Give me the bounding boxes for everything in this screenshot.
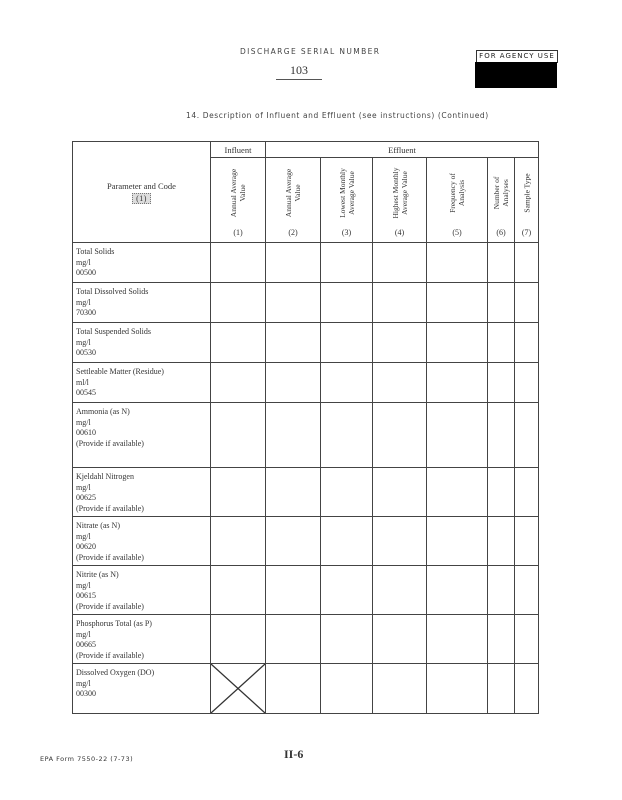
parameter-name: Nitrate (as N) — [76, 521, 120, 530]
value-cell[interactable] — [427, 363, 488, 403]
value-cell[interactable] — [427, 403, 488, 468]
parameter-name: Dissolved Oxygen (DO) — [76, 668, 155, 677]
value-cell[interactable] — [427, 283, 488, 323]
value-cell[interactable] — [211, 517, 266, 566]
parameter-name: Settleable Matter (Residue) — [76, 367, 164, 376]
value-cell[interactable] — [427, 468, 488, 517]
value-cell[interactable] — [211, 363, 266, 403]
table-row — [73, 363, 539, 403]
parameter-code: 00300 — [76, 689, 96, 698]
parameter-name: Kjeldahl Nitrogen — [76, 472, 134, 481]
value-cell[interactable] — [211, 468, 266, 517]
value-cell[interactable] — [373, 468, 427, 517]
value-cell[interactable] — [373, 403, 427, 468]
parameter-code: 00610 — [76, 428, 96, 437]
column-number: (4) — [373, 228, 427, 243]
parameter-code: 00500 — [76, 268, 96, 277]
parameter-note: (Provide if available) — [76, 438, 144, 448]
table-row — [73, 517, 539, 566]
value-cell[interactable] — [373, 664, 427, 714]
agency-use-label: FOR AGENCY USE — [476, 50, 558, 63]
section-title: 14. Description of Influent and Effluent (see instructions) (Continued) — [186, 111, 489, 120]
value-cell[interactable] — [211, 566, 266, 615]
value-cell[interactable] — [427, 243, 488, 283]
influent-group-header: Influent — [211, 142, 266, 158]
value-cell[interactable] — [515, 615, 539, 664]
table-row — [73, 615, 539, 664]
value-cell[interactable] — [266, 566, 321, 615]
value-cell[interactable] — [321, 243, 373, 283]
value-cell[interactable] — [488, 517, 515, 566]
parameter-unit: mg/l — [76, 417, 91, 427]
value-cell[interactable] — [266, 363, 321, 403]
value-cell[interactable] — [488, 363, 515, 403]
value-cell[interactable] — [488, 468, 515, 517]
value-cell[interactable] — [373, 566, 427, 615]
column-number: (1) — [211, 228, 266, 243]
parameter-unit: mg/l — [76, 482, 91, 492]
parameter-cell — [73, 323, 211, 363]
table-row — [73, 664, 539, 714]
parameter-cell — [73, 566, 211, 615]
value-cell[interactable] — [515, 403, 539, 468]
parameter-unit: mg/l — [76, 678, 91, 688]
value-cell[interactable] — [515, 363, 539, 403]
parameter-unit: mg/l — [76, 580, 91, 590]
parameter-unit: ml/l — [76, 377, 89, 387]
parameter-name: Nitrite (as N) — [76, 570, 119, 579]
value-cell[interactable] — [211, 403, 266, 468]
column-label-line2: Average Value — [346, 171, 356, 215]
value-cell[interactable] — [211, 615, 266, 664]
parameter-header — [73, 142, 211, 243]
column-number: (6) — [488, 228, 515, 243]
parameter-name: Total Solids — [76, 247, 115, 256]
value-cell[interactable] — [373, 243, 427, 283]
crossed-out-cell — [211, 664, 266, 714]
column-header — [488, 158, 515, 229]
value-cell[interactable] — [321, 468, 373, 517]
value-cell[interactable] — [488, 566, 515, 615]
parameter-note: (Provide if available) — [76, 552, 144, 562]
value-cell[interactable] — [321, 517, 373, 566]
table-row — [73, 283, 539, 323]
value-cell[interactable] — [211, 323, 266, 363]
column-header — [515, 158, 539, 229]
discharge-serial-label: DISCHARGE SERIAL NUMBER — [240, 47, 381, 56]
value-cell[interactable] — [515, 323, 539, 363]
value-cell[interactable] — [321, 664, 373, 714]
value-cell[interactable] — [266, 243, 321, 283]
column-label-line1: Annual Average — [284, 168, 293, 218]
parameter-name: Total Suspended Solids — [76, 327, 151, 336]
value-cell[interactable] — [427, 323, 488, 363]
value-cell[interactable] — [373, 517, 427, 566]
table-row — [73, 468, 539, 517]
parameter-note: (Provide if available) — [76, 650, 144, 660]
value-cell[interactable] — [515, 468, 539, 517]
column-number: (3) — [321, 228, 373, 243]
parameter-unit: mg/l — [76, 629, 91, 639]
parameter-cell — [73, 363, 211, 403]
parameter-name: Phosphorus Total (as P) — [76, 619, 152, 628]
parameter-code: 00615 — [76, 591, 96, 600]
value-cell[interactable] — [427, 615, 488, 664]
column-number: (5) — [427, 228, 488, 243]
value-cell[interactable] — [266, 615, 321, 664]
value-cell[interactable] — [515, 566, 539, 615]
table-row — [73, 243, 539, 283]
column-header — [321, 158, 373, 229]
column-label-line2: Value — [238, 184, 247, 202]
column-label-line1: Lowest Monthly — [337, 168, 347, 218]
value-cell[interactable] — [515, 517, 539, 566]
serial-number-value: 103 — [276, 63, 322, 80]
parameter-code: 00665 — [76, 640, 96, 649]
value-cell[interactable] — [515, 243, 539, 283]
column-label-line1: Frequency of — [448, 173, 457, 213]
value-cell[interactable] — [266, 517, 321, 566]
column-number: (2) — [266, 228, 321, 243]
agency-use-box — [475, 62, 557, 88]
value-cell[interactable] — [488, 243, 515, 283]
value-cell[interactable] — [266, 283, 321, 323]
value-cell[interactable] — [488, 323, 515, 363]
value-cell[interactable] — [266, 403, 321, 468]
parameter-code: 00545 — [76, 388, 96, 397]
column-header — [427, 158, 488, 229]
table-row — [73, 403, 539, 468]
table-row — [73, 323, 539, 363]
column-label-line2: Value — [293, 184, 302, 202]
parameter-header-label: Parameter and Code — [107, 180, 176, 191]
value-cell[interactable] — [427, 566, 488, 615]
value-cell[interactable] — [266, 323, 321, 363]
value-cell[interactable] — [321, 283, 373, 323]
column-label-line1: Number of — [492, 176, 501, 210]
cross-mark — [211, 664, 265, 713]
value-cell[interactable] — [321, 323, 373, 363]
value-cell[interactable] — [266, 664, 321, 714]
column-label-line2: Analysis — [457, 179, 466, 207]
value-cell[interactable] — [373, 283, 427, 323]
column-label-line2: Analyses — [501, 179, 510, 207]
value-cell[interactable] — [427, 664, 488, 714]
value-cell[interactable] — [321, 615, 373, 664]
parameter-note: (Provide if available) — [76, 503, 144, 513]
parameter-code: 00620 — [76, 542, 96, 551]
value-cell[interactable] — [373, 363, 427, 403]
value-cell[interactable] — [266, 468, 321, 517]
column-label-line2: Average Value — [399, 171, 409, 215]
parameter-code: 00530 — [76, 348, 96, 357]
value-cell[interactable] — [488, 615, 515, 664]
parameter-rows — [73, 243, 539, 714]
parameter-cell — [73, 243, 211, 283]
value-cell[interactable] — [515, 664, 539, 714]
value-cell[interactable] — [211, 243, 266, 283]
parameter-cell — [73, 664, 211, 714]
form-number: EPA Form 7550-22 (7-73) — [40, 755, 134, 763]
parameter-unit: mg/l — [76, 337, 91, 347]
parameter-cell — [73, 468, 211, 517]
parameter-cell — [73, 283, 211, 323]
column-label-line1: Sample Type — [522, 173, 531, 213]
parameter-note: (Provide if available) — [76, 601, 144, 611]
value-cell[interactable] — [321, 363, 373, 403]
parameter-code: 00625 — [76, 493, 96, 502]
parameter-name: Total Dissolved Solids — [76, 287, 149, 296]
value-cell[interactable] — [488, 664, 515, 714]
column-header — [211, 158, 266, 229]
parameter-code: 70300 — [76, 308, 96, 317]
value-cell[interactable] — [427, 517, 488, 566]
value-cell[interactable] — [488, 283, 515, 323]
value-cell[interactable] — [373, 615, 427, 664]
table-row — [73, 566, 539, 615]
parameter-cell — [73, 615, 211, 664]
influent-effluent-table — [72, 141, 539, 714]
effluent-group-header: Effluent — [266, 142, 539, 158]
parameter-cell — [73, 403, 211, 468]
column-header — [373, 158, 427, 229]
parameter-cell — [73, 517, 211, 566]
parameter-unit: mg/l — [76, 257, 91, 267]
column-label-line1: Annual Average — [229, 168, 238, 218]
parameter-unit: mg/l — [76, 297, 91, 307]
value-cell[interactable] — [515, 283, 539, 323]
page-number: II-6 — [284, 747, 304, 761]
column-number: (7) — [515, 228, 539, 243]
value-cell[interactable] — [211, 283, 266, 323]
parameter-name: Ammonia (as N) — [76, 407, 130, 416]
column-label-line1: Highest Monthly — [390, 167, 400, 219]
parameter-header-code: (1) — [132, 193, 151, 204]
value-cell[interactable] — [321, 566, 373, 615]
value-cell[interactable] — [373, 323, 427, 363]
column-header — [266, 158, 321, 229]
value-cell[interactable] — [321, 403, 373, 468]
parameter-unit: mg/l — [76, 531, 91, 541]
value-cell[interactable] — [488, 403, 515, 468]
